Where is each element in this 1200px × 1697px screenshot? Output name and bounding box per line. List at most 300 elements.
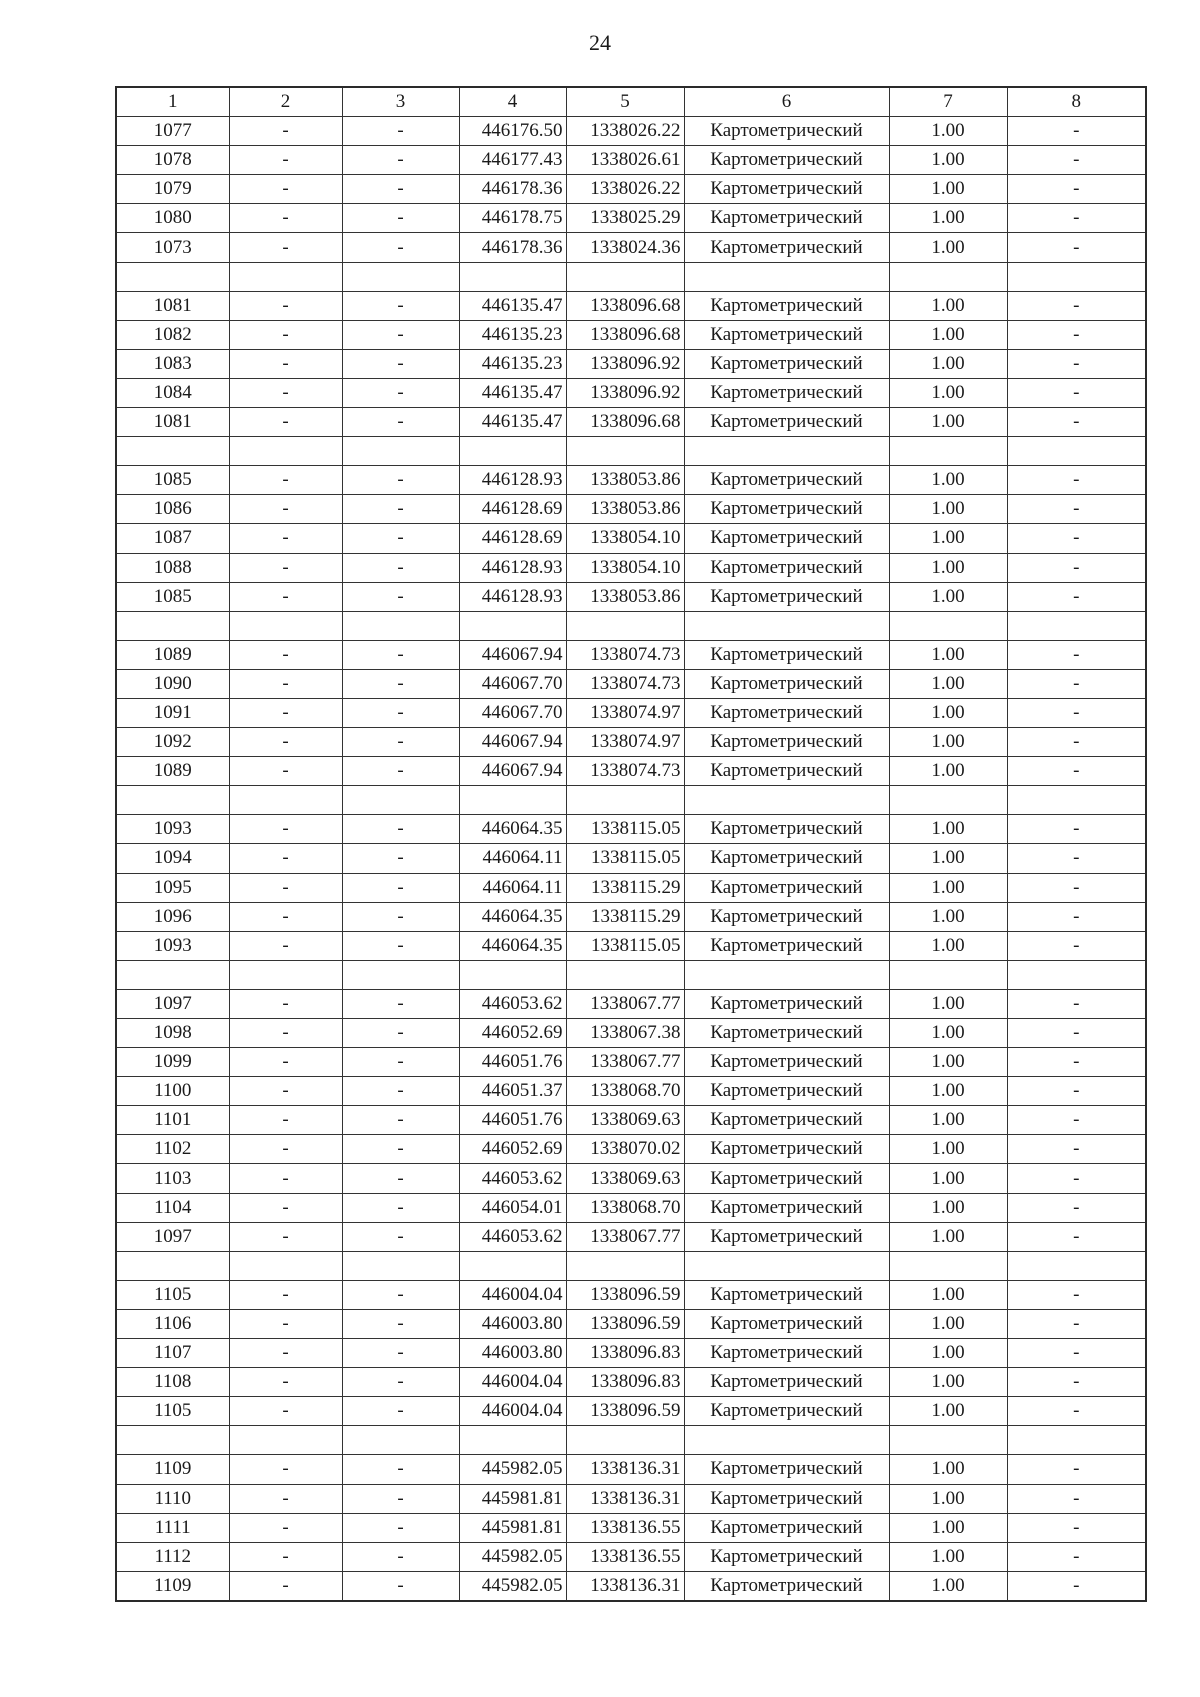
- empty-cell: [342, 437, 459, 466]
- column-header-8: 8: [1007, 87, 1146, 117]
- empty-cell: [116, 1426, 229, 1455]
- accuracy-cell: 1.00: [889, 146, 1007, 175]
- column-header-5: 5: [566, 87, 684, 117]
- empty-cell: [342, 1426, 459, 1455]
- col-8-cell: -: [1007, 1193, 1146, 1222]
- col-2-cell: -: [229, 582, 342, 611]
- accuracy-cell: 1.00: [889, 1397, 1007, 1426]
- point-number-cell: 1085: [116, 466, 229, 495]
- table-row: [116, 728, 1146, 757]
- accuracy-cell: 1.00: [889, 1513, 1007, 1542]
- col-8-cell: -: [1007, 1222, 1146, 1251]
- empty-cell: [342, 960, 459, 989]
- col-3-cell: -: [342, 1484, 459, 1513]
- col-2-cell: -: [229, 1193, 342, 1222]
- page-number: 24: [589, 30, 611, 55]
- table-row: [116, 640, 1146, 669]
- coord-y-cell: 1338025.29: [566, 204, 684, 233]
- accuracy-cell: 1.00: [889, 233, 1007, 262]
- col-8-cell: -: [1007, 989, 1146, 1018]
- col-2-cell: -: [229, 1135, 342, 1164]
- coord-y-cell: 1338136.31: [566, 1484, 684, 1513]
- empty-cell: [1007, 437, 1146, 466]
- table-row: [116, 1106, 1146, 1135]
- col-3-cell: -: [342, 204, 459, 233]
- method-cell: Картометрический: [684, 1135, 889, 1164]
- table-row: [116, 1048, 1146, 1077]
- point-number-cell: 1095: [116, 873, 229, 902]
- coord-y-cell: 1338069.63: [566, 1164, 684, 1193]
- coord-y-cell: 1338053.86: [566, 582, 684, 611]
- col-3-cell: -: [342, 1048, 459, 1077]
- table-row: [116, 1484, 1146, 1513]
- col-3-cell: -: [342, 815, 459, 844]
- col-8-cell: -: [1007, 408, 1146, 437]
- table-row: [116, 175, 1146, 204]
- empty-cell: [889, 611, 1007, 640]
- empty-cell: [116, 1251, 229, 1280]
- accuracy-cell: 1.00: [889, 1571, 1007, 1601]
- method-cell: Картометрический: [684, 1368, 889, 1397]
- col-3-cell: -: [342, 698, 459, 727]
- accuracy-cell: 1.00: [889, 640, 1007, 669]
- coord-x-cell: 446064.11: [459, 844, 566, 873]
- col-8-cell: -: [1007, 1339, 1146, 1368]
- table-row: [116, 1368, 1146, 1397]
- empty-cell: [459, 611, 566, 640]
- empty-cell: [1007, 786, 1146, 815]
- col-2-cell: -: [229, 1106, 342, 1135]
- method-cell: Картометрический: [684, 1397, 889, 1426]
- method-cell: Картометрический: [684, 204, 889, 233]
- col-8-cell: -: [1007, 1571, 1146, 1601]
- col-8-cell: -: [1007, 204, 1146, 233]
- separator-row: [116, 1426, 1146, 1455]
- col-8-cell: -: [1007, 1309, 1146, 1338]
- table-row: [116, 873, 1146, 902]
- col-3-cell: -: [342, 466, 459, 495]
- col-2-cell: -: [229, 291, 342, 320]
- empty-cell: [889, 1251, 1007, 1280]
- col-8-cell: -: [1007, 378, 1146, 407]
- method-cell: Картометрический: [684, 1077, 889, 1106]
- col-2-cell: -: [229, 1571, 342, 1601]
- empty-cell: [1007, 1251, 1146, 1280]
- accuracy-cell: 1.00: [889, 931, 1007, 960]
- point-number-cell: 1091: [116, 698, 229, 727]
- empty-cell: [889, 437, 1007, 466]
- table-row: [116, 1019, 1146, 1048]
- coord-x-cell: 446064.11: [459, 873, 566, 902]
- coord-y-cell: 1338074.73: [566, 757, 684, 786]
- table-body: [116, 117, 1146, 1601]
- empty-cell: [889, 960, 1007, 989]
- empty-cell: [566, 960, 684, 989]
- table-row: [116, 582, 1146, 611]
- empty-cell: [566, 786, 684, 815]
- point-number-cell: 1080: [116, 204, 229, 233]
- method-cell: Картометрический: [684, 1164, 889, 1193]
- empty-cell: [459, 1251, 566, 1280]
- col-8-cell: -: [1007, 1368, 1146, 1397]
- method-cell: Картометрический: [684, 553, 889, 582]
- empty-cell: [684, 262, 889, 291]
- separator-row: [116, 437, 1146, 466]
- table-row: [116, 349, 1146, 378]
- table-row: [116, 815, 1146, 844]
- coord-x-cell: 446067.94: [459, 640, 566, 669]
- empty-cell: [116, 437, 229, 466]
- col-8-cell: -: [1007, 524, 1146, 553]
- table-header-row: [116, 87, 1146, 117]
- method-cell: Картометрический: [684, 1339, 889, 1368]
- col-3-cell: -: [342, 844, 459, 873]
- coord-y-cell: 1338096.92: [566, 349, 684, 378]
- point-number-cell: 1088: [116, 553, 229, 582]
- table-row: [116, 553, 1146, 582]
- empty-cell: [684, 786, 889, 815]
- coord-x-cell: 446128.93: [459, 553, 566, 582]
- col-3-cell: -: [342, 1164, 459, 1193]
- point-number-cell: 1082: [116, 320, 229, 349]
- col-3-cell: -: [342, 1397, 459, 1426]
- point-number-cell: 1103: [116, 1164, 229, 1193]
- col-3-cell: -: [342, 902, 459, 931]
- method-cell: Картометрический: [684, 175, 889, 204]
- col-2-cell: -: [229, 757, 342, 786]
- col-3-cell: -: [342, 640, 459, 669]
- method-cell: Картометрический: [684, 902, 889, 931]
- accuracy-cell: 1.00: [889, 466, 1007, 495]
- method-cell: Картометрический: [684, 495, 889, 524]
- coord-y-cell: 1338115.05: [566, 815, 684, 844]
- coord-y-cell: 1338115.29: [566, 902, 684, 931]
- table-row: [116, 408, 1146, 437]
- empty-cell: [684, 1251, 889, 1280]
- coord-x-cell: 445982.05: [459, 1542, 566, 1571]
- col-3-cell: -: [342, 553, 459, 582]
- accuracy-cell: 1.00: [889, 757, 1007, 786]
- col-8-cell: -: [1007, 1106, 1146, 1135]
- col-2-cell: -: [229, 1309, 342, 1338]
- col-3-cell: -: [342, 757, 459, 786]
- coord-y-cell: 1338069.63: [566, 1106, 684, 1135]
- coord-x-cell: 446064.35: [459, 902, 566, 931]
- col-8-cell: -: [1007, 233, 1146, 262]
- separator-row: [116, 262, 1146, 291]
- empty-cell: [684, 437, 889, 466]
- accuracy-cell: 1.00: [889, 349, 1007, 378]
- point-number-cell: 1081: [116, 291, 229, 320]
- method-cell: Картометрический: [684, 524, 889, 553]
- col-2-cell: -: [229, 146, 342, 175]
- col-3-cell: -: [342, 873, 459, 902]
- method-cell: Картометрический: [684, 1309, 889, 1338]
- coord-x-cell: 446053.62: [459, 1222, 566, 1251]
- accuracy-cell: 1.00: [889, 175, 1007, 204]
- column-header-3: 3: [342, 87, 459, 117]
- method-cell: Картометрический: [684, 669, 889, 698]
- col-3-cell: -: [342, 233, 459, 262]
- method-cell: Картометрический: [684, 408, 889, 437]
- col-3-cell: -: [342, 1339, 459, 1368]
- accuracy-cell: 1.00: [889, 117, 1007, 146]
- coord-x-cell: 446135.23: [459, 349, 566, 378]
- coord-y-cell: 1338026.22: [566, 175, 684, 204]
- table-row: [116, 757, 1146, 786]
- col-8-cell: -: [1007, 1164, 1146, 1193]
- coord-x-cell: 446003.80: [459, 1309, 566, 1338]
- empty-cell: [229, 437, 342, 466]
- col-3-cell: -: [342, 524, 459, 553]
- table-row: [116, 466, 1146, 495]
- accuracy-cell: 1.00: [889, 669, 1007, 698]
- col-2-cell: -: [229, 640, 342, 669]
- method-cell: Картометрический: [684, 931, 889, 960]
- coord-x-cell: 446051.76: [459, 1106, 566, 1135]
- coord-y-cell: 1338115.05: [566, 844, 684, 873]
- col-3-cell: -: [342, 1542, 459, 1571]
- col-8-cell: -: [1007, 1484, 1146, 1513]
- col-8-cell: -: [1007, 931, 1146, 960]
- accuracy-cell: 1.00: [889, 1193, 1007, 1222]
- empty-cell: [1007, 611, 1146, 640]
- col-8-cell: -: [1007, 117, 1146, 146]
- separator-row: [116, 960, 1146, 989]
- coord-x-cell: 446064.35: [459, 815, 566, 844]
- coord-x-cell: 446067.94: [459, 757, 566, 786]
- point-number-cell: 1097: [116, 1222, 229, 1251]
- col-3-cell: -: [342, 1106, 459, 1135]
- coord-x-cell: 446178.36: [459, 175, 566, 204]
- point-number-cell: 1093: [116, 815, 229, 844]
- point-number-cell: 1109: [116, 1455, 229, 1484]
- accuracy-cell: 1.00: [889, 553, 1007, 582]
- coord-x-cell: 445981.81: [459, 1513, 566, 1542]
- col-3-cell: -: [342, 1019, 459, 1048]
- col-8-cell: -: [1007, 640, 1146, 669]
- coord-x-cell: 446051.37: [459, 1077, 566, 1106]
- empty-cell: [889, 786, 1007, 815]
- col-2-cell: -: [229, 320, 342, 349]
- coord-y-cell: 1338067.77: [566, 1048, 684, 1077]
- coord-y-cell: 1338068.70: [566, 1193, 684, 1222]
- method-cell: Картометрический: [684, 640, 889, 669]
- point-number-cell: 1092: [116, 728, 229, 757]
- coordinates-table: [115, 86, 1147, 1602]
- col-3-cell: -: [342, 495, 459, 524]
- col-2-cell: -: [229, 698, 342, 727]
- accuracy-cell: 1.00: [889, 844, 1007, 873]
- table-row: [116, 1542, 1146, 1571]
- col-3-cell: -: [342, 1280, 459, 1309]
- coord-x-cell: 446128.69: [459, 524, 566, 553]
- table-row: [116, 844, 1146, 873]
- column-header-6: 6: [684, 87, 889, 117]
- accuracy-cell: 1.00: [889, 1542, 1007, 1571]
- col-8-cell: -: [1007, 1019, 1146, 1048]
- coord-y-cell: 1338136.31: [566, 1571, 684, 1601]
- coord-x-cell: 446004.04: [459, 1397, 566, 1426]
- point-number-cell: 1086: [116, 495, 229, 524]
- point-number-cell: 1084: [116, 378, 229, 407]
- col-3-cell: -: [342, 931, 459, 960]
- col-8-cell: -: [1007, 495, 1146, 524]
- col-3-cell: -: [342, 989, 459, 1018]
- empty-cell: [1007, 1426, 1146, 1455]
- col-8-cell: -: [1007, 1455, 1146, 1484]
- accuracy-cell: 1.00: [889, 1368, 1007, 1397]
- point-number-cell: 1100: [116, 1077, 229, 1106]
- coord-x-cell: 446135.47: [459, 408, 566, 437]
- point-number-cell: 1104: [116, 1193, 229, 1222]
- point-number-cell: 1096: [116, 902, 229, 931]
- method-cell: Картометрический: [684, 1193, 889, 1222]
- method-cell: Картометрический: [684, 1048, 889, 1077]
- coord-x-cell: 446135.47: [459, 378, 566, 407]
- table-row: [116, 233, 1146, 262]
- coord-y-cell: 1338136.55: [566, 1513, 684, 1542]
- col-2-cell: -: [229, 1339, 342, 1368]
- point-number-cell: 1090: [116, 669, 229, 698]
- coord-x-cell: 446004.04: [459, 1280, 566, 1309]
- col-3-cell: -: [342, 1513, 459, 1542]
- col-2-cell: -: [229, 1484, 342, 1513]
- coord-x-cell: 446054.01: [459, 1193, 566, 1222]
- method-cell: Картометрический: [684, 117, 889, 146]
- col-2-cell: -: [229, 1019, 342, 1048]
- coord-x-cell: 446052.69: [459, 1135, 566, 1164]
- accuracy-cell: 1.00: [889, 1048, 1007, 1077]
- col-2-cell: -: [229, 204, 342, 233]
- empty-cell: [459, 262, 566, 291]
- method-cell: Картометрический: [684, 146, 889, 175]
- table-row: [116, 1339, 1146, 1368]
- coord-y-cell: 1338026.61: [566, 146, 684, 175]
- method-cell: Картометрический: [684, 815, 889, 844]
- empty-cell: [459, 786, 566, 815]
- empty-cell: [684, 1426, 889, 1455]
- col-3-cell: -: [342, 378, 459, 407]
- separator-row: [116, 611, 1146, 640]
- col-2-cell: -: [229, 1222, 342, 1251]
- table-row: [116, 1164, 1146, 1193]
- col-8-cell: -: [1007, 1077, 1146, 1106]
- coord-x-cell: 446177.43: [459, 146, 566, 175]
- coord-x-cell: 446051.76: [459, 1048, 566, 1077]
- col-8-cell: -: [1007, 291, 1146, 320]
- col-8-cell: -: [1007, 1135, 1146, 1164]
- coord-x-cell: 446135.47: [459, 291, 566, 320]
- col-8-cell: -: [1007, 1542, 1146, 1571]
- col-8-cell: -: [1007, 320, 1146, 349]
- coord-y-cell: 1338067.77: [566, 1222, 684, 1251]
- coord-y-cell: 1338096.83: [566, 1368, 684, 1397]
- col-8-cell: -: [1007, 1513, 1146, 1542]
- coord-y-cell: 1338096.92: [566, 378, 684, 407]
- col-2-cell: -: [229, 873, 342, 902]
- col-8-cell: -: [1007, 466, 1146, 495]
- col-8-cell: -: [1007, 728, 1146, 757]
- col-2-cell: -: [229, 989, 342, 1018]
- table-row: [116, 1513, 1146, 1542]
- col-3-cell: -: [342, 1368, 459, 1397]
- accuracy-cell: 1.00: [889, 495, 1007, 524]
- table-row: [116, 669, 1146, 698]
- empty-cell: [229, 960, 342, 989]
- point-number-cell: 1107: [116, 1339, 229, 1368]
- column-header-7: 7: [889, 87, 1007, 117]
- accuracy-cell: 1.00: [889, 1484, 1007, 1513]
- accuracy-cell: 1.00: [889, 291, 1007, 320]
- coord-x-cell: 446003.80: [459, 1339, 566, 1368]
- point-number-cell: 1087: [116, 524, 229, 553]
- col-3-cell: -: [342, 175, 459, 204]
- empty-cell: [229, 786, 342, 815]
- method-cell: Картометрический: [684, 1280, 889, 1309]
- point-number-cell: 1097: [116, 989, 229, 1018]
- method-cell: Картометрический: [684, 349, 889, 378]
- accuracy-cell: 1.00: [889, 873, 1007, 902]
- point-number-cell: 1112: [116, 1542, 229, 1571]
- accuracy-cell: 1.00: [889, 378, 1007, 407]
- method-cell: Картометрический: [684, 989, 889, 1018]
- table-row: [116, 1135, 1146, 1164]
- col-3-cell: -: [342, 1571, 459, 1601]
- table-row: [116, 1455, 1146, 1484]
- col-2-cell: -: [229, 175, 342, 204]
- coord-y-cell: 1338096.68: [566, 291, 684, 320]
- empty-cell: [116, 262, 229, 291]
- method-cell: Картометрический: [684, 233, 889, 262]
- coord-y-cell: 1338053.86: [566, 466, 684, 495]
- method-cell: Картометрический: [684, 698, 889, 727]
- col-3-cell: -: [342, 1309, 459, 1338]
- table-row: [116, 117, 1146, 146]
- empty-cell: [229, 1251, 342, 1280]
- separator-row: [116, 1251, 1146, 1280]
- coord-x-cell: 445981.81: [459, 1484, 566, 1513]
- col-2-cell: -: [229, 815, 342, 844]
- col-8-cell: -: [1007, 553, 1146, 582]
- empty-cell: [342, 262, 459, 291]
- empty-cell: [459, 960, 566, 989]
- accuracy-cell: 1.00: [889, 1455, 1007, 1484]
- accuracy-cell: 1.00: [889, 1309, 1007, 1338]
- coord-x-cell: 446178.75: [459, 204, 566, 233]
- col-3-cell: -: [342, 1077, 459, 1106]
- col-2-cell: -: [229, 466, 342, 495]
- empty-cell: [342, 611, 459, 640]
- point-number-cell: 1081: [116, 408, 229, 437]
- point-number-cell: 1094: [116, 844, 229, 873]
- empty-cell: [566, 1251, 684, 1280]
- accuracy-cell: 1.00: [889, 524, 1007, 553]
- method-cell: Картометрический: [684, 1542, 889, 1571]
- col-3-cell: -: [342, 349, 459, 378]
- col-3-cell: -: [342, 582, 459, 611]
- coord-y-cell: 1338096.59: [566, 1280, 684, 1309]
- accuracy-cell: 1.00: [889, 698, 1007, 727]
- column-header-1: 1: [116, 87, 229, 117]
- coord-x-cell: 446178.36: [459, 233, 566, 262]
- coord-x-cell: 446053.62: [459, 1164, 566, 1193]
- col-2-cell: -: [229, 1048, 342, 1077]
- table-row: [116, 320, 1146, 349]
- coord-x-cell: 446053.62: [459, 989, 566, 1018]
- point-number-cell: 1079: [116, 175, 229, 204]
- point-number-cell: 1073: [116, 233, 229, 262]
